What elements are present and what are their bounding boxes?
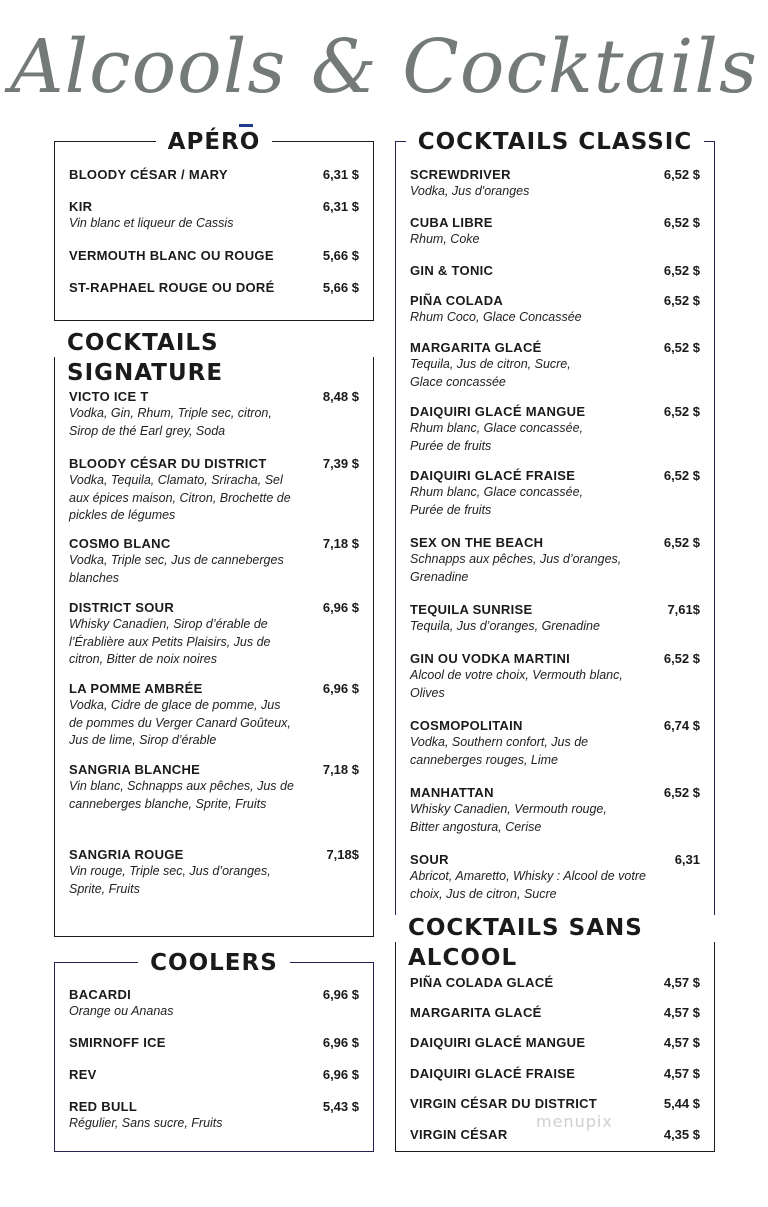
- menu-item: CUBA LIBRE 6,52 $ Rhum, Coke: [410, 215, 700, 246]
- menu-item: DAIQUIRI GLACÉ FRAISE 6,52 $ Rhum blanc, Glace concassée, Purée de fruits: [410, 468, 700, 517]
- menu-item: BLOODY CÉSAR DU DISTRICT 7,39 $ Vodka, Tequila, Clamato, Sriracha, Sel aux épices maison, Citron, Brochette de pickles de légumes: [69, 456, 359, 522]
- menu-item: BACARDI 6,96 $ Orange ou Ananas: [69, 987, 359, 1018]
- menu-item: DAIQUIRI GLACÉ MANGUE 4,57 $: [410, 1035, 700, 1050]
- watermark: menupix: [536, 1112, 613, 1131]
- menu-item: MARGARITA GLACÉ 4,57 $: [410, 1005, 700, 1020]
- classic-heading: COCKTAILS CLASSIC: [406, 127, 705, 157]
- menu-item: SCREWDRIVER 6,52 $ Vodka, Jus d'oranges: [410, 167, 700, 198]
- menu-item: ST-RAPHAEL ROUGE OU DORÉ 5,66 $: [69, 280, 359, 295]
- menu-item: KIR 6,31 $ Vin blanc et liqueur de Cassis: [69, 199, 359, 230]
- menu-item: DAIQUIRI GLACÉ MANGUE 6,52 $ Rhum blanc, Glace concassée, Purée de fruits: [410, 404, 700, 453]
- menu-item: REV 6,96 $: [69, 1067, 359, 1082]
- menu-item: VIRGIN CÉSAR 4,35 $: [410, 1127, 700, 1142]
- menu-item: VICTO ICE T 8,48 $ Vodka, Gin, Rhum, Triple sec, citron, Sirop de thé Earl grey, Soda: [69, 389, 359, 438]
- menu-item: DAIQUIRI GLACÉ FRAISE 4,57 $: [410, 1066, 700, 1081]
- menu-item: SANGRIA BLANCHE 7,18 $ Vin blanc, Schnapps aux pêches, Jus de canneberges blanche, Sprite, Fruits: [69, 762, 359, 811]
- apero-heading: APÉRO: [156, 127, 273, 157]
- menu-item: SMIRNOFF ICE 6,96 $: [69, 1035, 359, 1050]
- sans-alcool-heading: COCKTAILS SANS ALCOOL: [396, 913, 714, 973]
- menu-item: DISTRICT SOUR 6,96 $ Whisky Canadien, Sirop d’érable de l’Érablière aux Petits Plaisirs, Jus de citron, Bitter de noix noires: [69, 600, 359, 666]
- coolers-section: [54, 950, 374, 1152]
- coolers-heading: COOLERS: [138, 948, 290, 978]
- menu-item: PIÑA COLADA GLACÉ 4,57 $: [410, 975, 700, 990]
- menu-item: LA POMME AMBRÉE 6,96 $ Vodka, Cidre de glace de pomme, Jus de pommes du Verger Canard Goûteux, Jus de lime, Sirop d’érable: [69, 681, 359, 747]
- menu-item: MARGARITA GLACÉ 6,52 $ Tequila, Jus de citron, Sucre, Glace concassée: [410, 340, 700, 389]
- menu-item: SANGRIA ROUGE 7,18$ Vin rouge, Triple sec, Jus d’oranges, Sprite, Fruits: [69, 847, 359, 896]
- menu-item: VIRGIN CÉSAR DU DISTRICT 5,44 $: [410, 1096, 700, 1111]
- menu-item: RED BULL 5,43 $ Régulier, Sans sucre, Fruits: [69, 1099, 359, 1130]
- flag-accent: [239, 124, 253, 127]
- menu-item: SOUR 6,31 Abricot, Amaretto, Whisky : Alcool de votre choix, Jus de citron, Sucre: [410, 852, 700, 901]
- menu-item: MANHATTAN 6,52 $ Whisky Canadien, Vermouth rouge, Bitter angostura, Cerise: [410, 785, 700, 834]
- menu-item: TEQUILA SUNRISE 7,61$ Tequila, Jus d’oranges, Grenadine: [410, 602, 700, 633]
- menu-item: COSMO BLANC 7,18 $ Vodka, Triple sec, Jus de canneberges blanches: [69, 536, 359, 585]
- menu-item: GIN & TONIC 6,52 $: [410, 263, 700, 278]
- apero-section: [54, 129, 374, 321]
- signature-heading: COCKTAILS SIGNATURE: [55, 328, 373, 388]
- signature-section: [54, 330, 374, 937]
- menu-item: COSMOPOLITAIN 6,74 $ Vodka, Southern confort, Jus de canneberges rouges, Lime: [410, 718, 700, 767]
- menu-item: BLOODY CÉSAR / MARY 6,31 $: [69, 167, 359, 182]
- menu-item: VERMOUTH BLANC OU ROUGE 5,66 $: [69, 248, 359, 263]
- menu-item: GIN OU VODKA MARTINI 6,52 $ Alcool de votre choix, Vermouth blanc, Olives: [410, 651, 700, 700]
- menu-item: SEX ON THE BEACH 6,52 $ Schnapps aux pêches, Jus d’oranges, Grenadine: [410, 535, 700, 584]
- menu-title: Alcools & Cocktails: [10, 24, 758, 110]
- classic-section: [395, 129, 715, 915]
- menu-item: PIÑA COLADA 6,52 $ Rhum Coco, Glace Concassée: [410, 293, 700, 324]
